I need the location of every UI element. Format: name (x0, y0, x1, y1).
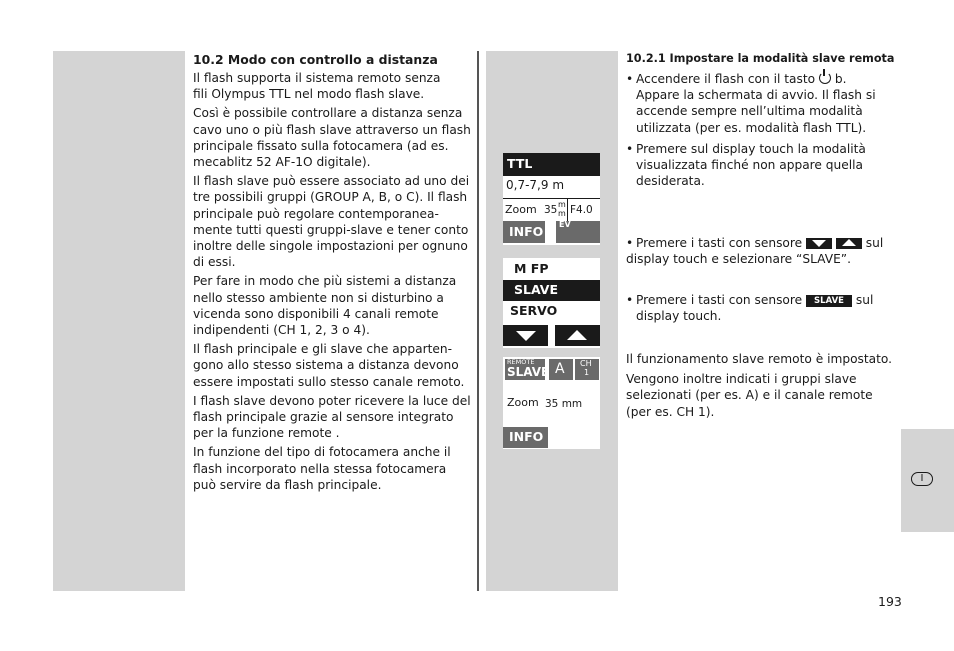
info-button[interactable]: INFO (503, 221, 545, 243)
subsection-heading: 10.2.1 Impostare la modalità slave remota (626, 52, 895, 65)
zoom-label: Zoom (505, 203, 537, 216)
step-slave-key: • Premere i tasti con sensore SLAVE sul display touch. (626, 293, 874, 324)
paragraph: Così è possibile controllare a distanza senza cavo uno o più flash slave attraverso un flash principale fissato sulla fotocamera (ad es. mecablitz 52 AF-1O digitale). (193, 106, 471, 170)
group-indicator[interactable]: A (549, 359, 573, 380)
zoom-aperture-divider (567, 199, 568, 221)
triangle-down-icon (812, 240, 826, 247)
triangle-down-icon (516, 331, 536, 341)
range-readout: 0,7-7,9 m (506, 178, 565, 192)
left-text-column (193, 52, 473, 496)
page-number: 193 (878, 594, 902, 609)
right-heading-block (626, 52, 896, 70)
flash-display-ttl (503, 153, 600, 245)
slave-indicator: REMOTE SLAVE (507, 358, 550, 379)
step-select-mode: • Premere sul display touch la modalità visualizzata finché non appare quella desiderata. (626, 142, 866, 189)
triangle-up-icon (567, 330, 587, 340)
language-badge: I (911, 472, 933, 486)
step-arrow-keys: • Premere i tasti con sensore sul display touch e selezionare “SLAVE”. (626, 236, 884, 267)
paragraph: Vengono inoltre indicati i gruppi slave selezionati (per es. A) e il canale remote (per es. CH 1). (626, 372, 873, 419)
paragraph: In funzione del tipo di fotocamera anche il flash incorporato nella stessa fotocamera può servire da flash principale. (193, 445, 451, 492)
zoom-unit-top: m (558, 200, 566, 209)
zoom-value: 35 mm (545, 398, 583, 410)
paragraph: Il flash principale e gli slave che apparten- gono allo stesso sistema a distanza devono essere impostati sullo stesso canale remoto. (193, 342, 465, 389)
paragraph: Il funzionamento slave remoto è impostato. (626, 352, 893, 366)
arrow-down-button[interactable] (503, 325, 548, 346)
power-icon (819, 72, 831, 84)
zoom-label: Zoom (507, 396, 539, 409)
section-heading: 10.2 Modo con controllo a distanza (193, 52, 438, 67)
paragraph: I flash slave devono poter ricevere la luce del flash principale grazie al sensore integrato per la funzione remote . (193, 393, 471, 441)
info-button[interactable]: INFO (503, 427, 548, 448)
zoom-unit-bottom: m (558, 209, 566, 218)
flash-display-remote-slave (503, 357, 600, 449)
channel-indicator[interactable]: CH 1 (575, 359, 599, 380)
sensor-key-down (806, 238, 832, 249)
flash-display-mode-select (503, 258, 600, 348)
mode-option-mfp[interactable]: M FP (514, 261, 549, 276)
mode-indicator: TTL (503, 153, 600, 176)
mode-option-slave-selected[interactable]: SLAVE (503, 280, 600, 301)
aperture-value: F4.0 (570, 204, 593, 216)
sensor-key-up (836, 238, 862, 249)
step-power-on: • Accendere il flash con il tasto b. Appare la schermata di avvio. Il flash si accende sempre nell’ultima modalità utilizzata (per es. modalità flash TTL). (626, 72, 876, 135)
ttl-divider (503, 198, 600, 199)
zoom-value: 35 (544, 204, 558, 216)
language-side-tab (901, 429, 954, 532)
ev-button[interactable]: EV (556, 221, 600, 243)
sensor-key-slave: SLAVE (806, 295, 852, 307)
triangle-up-icon (842, 239, 856, 246)
paragraph: Il flash slave può essere associato ad uno dei tre possibili gruppi (GROUP A, B, o C). Il flash principale può regolare contemporanea- mente tutti questi gruppi-slave e tener conto inoltre delle singole impostazioni per ognuno di essi. (193, 174, 470, 270)
result-text (626, 351, 901, 423)
column-divider (477, 51, 479, 591)
paragraph: Il flash supporta il sistema remoto senza fili Olympus TTL nel modo flash slave. (193, 71, 441, 102)
mode-option-servo[interactable]: SERVO (510, 303, 558, 318)
arrow-up-button[interactable] (555, 325, 600, 346)
paragraph: Per fare in modo che più sistemi a distanza nello stesso ambiente non si disturbino a vicenda sono disponibili 4 canali remote indipendenti (CH 1, 2, 3 o 4). (193, 274, 457, 338)
left-margin-column (53, 51, 185, 591)
